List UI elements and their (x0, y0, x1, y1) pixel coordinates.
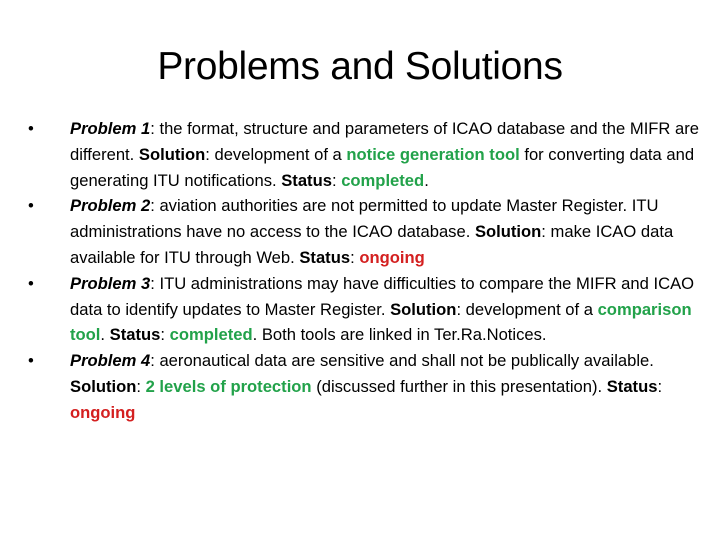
problem-text: : aeronautical data are sensitive and shall not be publically available. (150, 351, 654, 371)
status-tail: . Both tools are linked in Ter.Ra.Notices. (252, 325, 547, 345)
list-item (24, 271, 704, 348)
solution-text: : make ICAO data available for ITU through Web. (70, 222, 674, 267)
solution-highlight: 2 levels of protection (145, 376, 312, 396)
bullet-icon: • (28, 196, 34, 216)
solution-text: . (100, 325, 110, 345)
status-label: Status (281, 170, 332, 190)
bullet-icon: • (28, 273, 34, 293)
status-label: Status (606, 376, 658, 396)
status-separator: : (331, 170, 342, 190)
problem-text: : aviation authorities are not permitted to update Master Register. ITU administrations have no access to the ICAO database. (70, 196, 659, 242)
status-value: completed (169, 325, 253, 345)
solution-highlight: comparison tool (70, 299, 692, 345)
bullet-icon: • (28, 119, 34, 138)
problem-label: Problem 1 (70, 119, 151, 138)
solution-label: Solution (70, 376, 137, 396)
status-label: Status (109, 325, 161, 345)
solution-label: Solution (390, 299, 457, 319)
status-value: ongoing (70, 402, 136, 422)
status-label: Status (299, 247, 351, 267)
status-value: ongoing (359, 247, 425, 267)
solution-text: (discussed further in this presentation). (311, 376, 607, 396)
problem-label: Problem 2 (70, 196, 151, 216)
solution-text: : (136, 376, 146, 396)
status-separator: : (350, 247, 360, 267)
solution-text: : development of a (456, 299, 598, 319)
bullet-list (24, 116, 704, 426)
solution-label: Solution (138, 144, 206, 164)
status-value: completed (341, 170, 425, 190)
list-item (24, 193, 704, 270)
list-item (24, 116, 704, 193)
problem-text: : ITU administrations may have difficulties to compare the MIFR and ICAO data to identify updates to Master Register. (70, 273, 695, 319)
solution-text: for converting data and generating ITU notifications. (70, 144, 695, 190)
bullet-icon: • (28, 351, 34, 371)
slide-title: Problems and Solutions (157, 45, 563, 88)
problem-label: Problem 4 (70, 351, 151, 371)
solution-label: Solution (474, 222, 542, 242)
status-separator: : (657, 376, 663, 396)
solution-text: : development of a (205, 144, 347, 164)
problem-text: : the format, structure and parameters of ICAO database and the MIFR are different. (70, 119, 700, 164)
status-tail: . (424, 170, 429, 190)
list-item (24, 348, 704, 425)
status-separator: : (160, 325, 170, 345)
problem-label: Problem 3 (70, 273, 151, 293)
solution-highlight: notice generation tool (346, 144, 520, 164)
